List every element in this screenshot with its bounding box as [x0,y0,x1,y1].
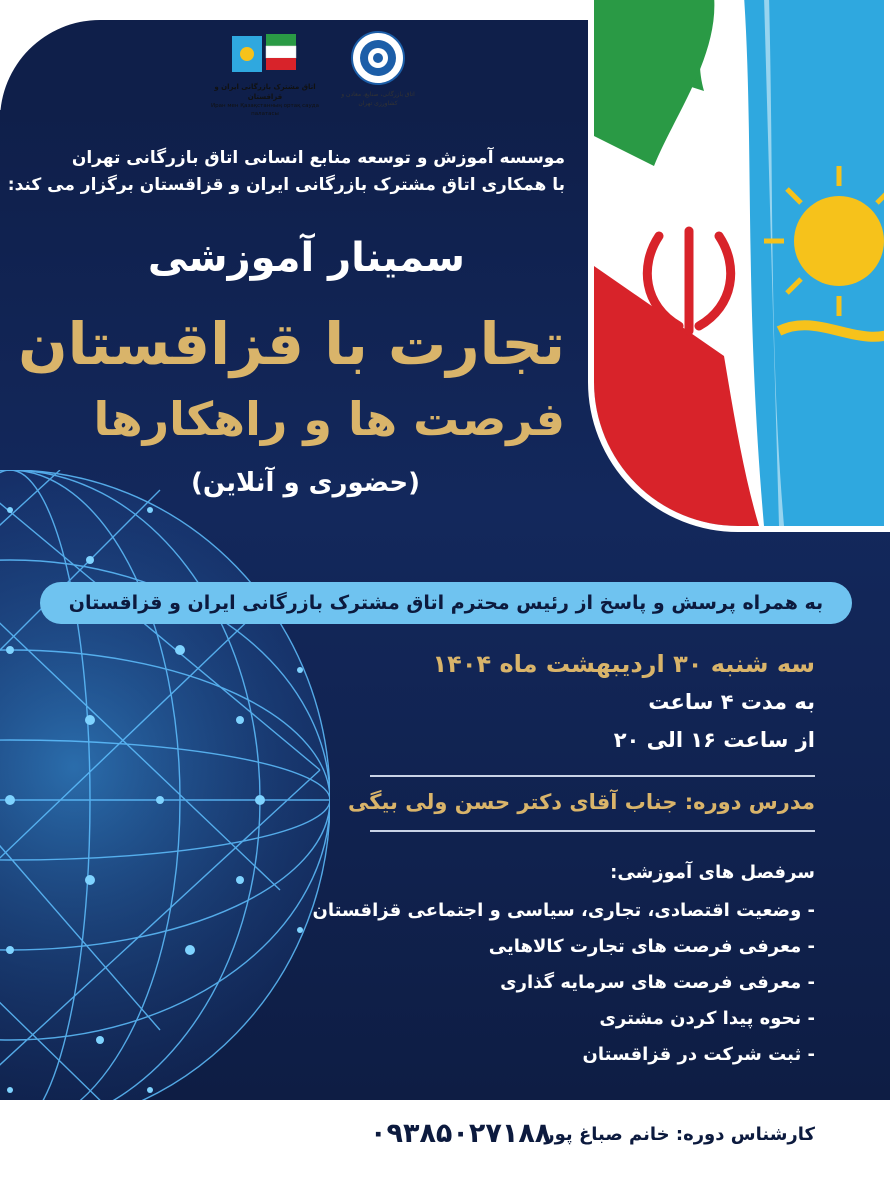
event-duration: به مدت ۴ ساعت [648,690,815,714]
logo-caption-fa: اتاق مشترک بازرگانی ایران و قزاقستان [214,83,316,101]
intro-line-1: موسسه آموزش و توسعه منابع انسانی اتاق بازرگانی تهران [71,148,565,168]
divider-bottom [370,830,815,832]
qa-banner: به همراه پرسش و پاسخ از رئیس محترم اتاق مشترک بازرگانی ایران و قزاقستان [40,582,852,624]
tehran-chamber-logo [338,30,418,108]
event-date: سه شنبه ۳۰ اردیبهشت ماه ۱۴۰۴ [432,650,815,678]
teacher-name: مدرس دوره: جناب آقای دکتر حسن ولی بیگی [348,790,815,814]
footer [0,1100,890,1200]
logo-caption-kz: Иран мен Қазақстанның ортақ сауда палатасы [211,103,319,117]
sub-title: فرصت ها و راهکارها [93,392,565,446]
course-expert: کارشناس دوره: خانم صباغ پور [544,1124,815,1145]
chamber-seal-icon [350,30,406,86]
attendance-mode: (حضوری و آنلاین) [190,468,420,498]
divider-top [370,775,815,777]
intro-line-2: با همکاری اتاق مشترک بازرگانی ایران و قزاقستان برگزار می کند: [7,175,565,195]
topic-item: - معرفی فرصت های تجارت کالاهایی [488,936,815,957]
topics-title: سرفصل های آموزشی: [610,862,815,883]
contact-phone[interactable]: ۰۹۳۸۵۰۲۷۱۸۸ [370,1118,552,1149]
flags-image [588,0,890,532]
topic-item: - معرفی فرصت های سرمایه گذاری [500,972,815,993]
topic-item: - ثبت شرکت در قزاقستان [582,1044,815,1065]
flags-logo-icon [230,30,300,78]
globe-graphic [0,470,330,1120]
main-title: تجارت با قزاقستان [18,310,565,378]
event-hours: از ساعت ۱۶ الی ۲۰ [613,728,815,752]
seminar-heading: سمینار آموزشی [147,235,465,281]
logo-caption-tehran: اتاق بازرگانی، صنایع، معادن و کشاورزی تهران [341,91,415,107]
intro-text [5,145,565,199]
topic-item: - نحوه پیدا کردن مشتری [599,1008,815,1029]
joint-chamber-logo [205,30,325,118]
topic-item: - وضعیت اقتصادی، تجاری، سیاسی و اجتماعی قزاقستان [312,900,815,921]
